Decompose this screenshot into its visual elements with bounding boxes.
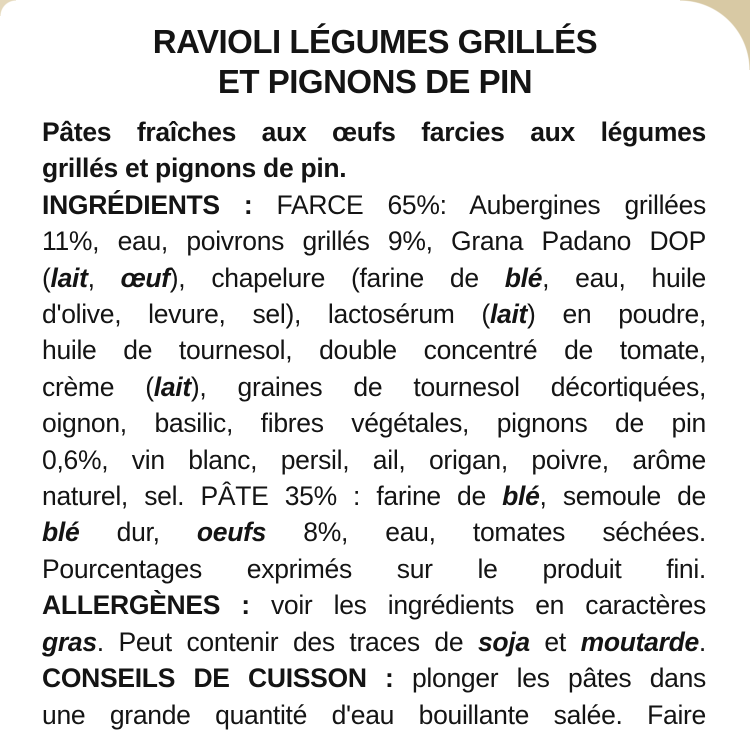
label-body [42,114,706,733]
allergen-oeufs: oeufs [196,517,267,548]
ingredients-line-4: d'olive, levure, sel), lactosérum (lait) en poudre, [42,299,707,330]
ingredients-line-5: huile de tournesol, double concentré de tomate, [42,335,706,366]
allergen-soja: soja [477,626,530,657]
ingredients-heading: INGRÉDIENTS : [42,189,253,220]
allergen-oeuf: œuf [120,262,170,293]
ingredients-section [42,187,706,587]
product-title [0,22,750,102]
allergen-ble: blé [42,517,80,548]
ingredients-line-2: 11%, eau, poivrons grillés 9%, Grana Padano DOP [42,226,706,257]
allergen-ble: blé [504,262,543,293]
allergens-heading: ALLERGÈNES : [42,590,250,621]
emphasis-gras: gras [42,626,97,657]
allergens-line-2: gras. Peut contenir des traces de soja et moutarde. [42,626,706,657]
allergen-ble: blé [502,481,540,512]
description-line-2: grillés et pignons de pin. [42,153,347,184]
ingredients-line-8: 0,6%, vin blanc, persil, ail, origan, poivre, arôme [42,444,706,475]
ingredients-line-1: INGRÉDIENTS : FARCE 65%: Aubergines grillées [42,189,706,220]
allergen-lait: lait [50,262,88,293]
cooking-section [42,660,706,733]
title-line-2: ET PIGNONS DE PIN [217,63,533,100]
allergen-moutarde: moutarde [580,626,699,657]
ingredients-line-7: oignon, basilic, fibres végétales, pignons de pin [42,408,706,439]
cooking-line-1: CONSEILS DE CUISSON : plonger les pâtes dans [42,663,706,694]
allergens-line-1: ALLERGÈNES : voir les ingrédients en caractères [42,590,706,621]
product-description [42,114,706,187]
background-corner-left [0,0,16,16]
title-line-1: RAVIOLI LÉGUMES GRILLÉS [152,23,598,60]
allergen-lait: lait [489,299,528,330]
ingredients-line-6: crème (lait), graines de tournesol décortiquées, [42,371,707,402]
ingredients-line-3: (lait, œuf), chapelure (farine de blé, eau, huile [42,262,706,293]
description-line-1: Pâtes fraîches aux œufs farcies aux légumes [42,117,706,147]
allergen-lait: lait [153,371,191,402]
allergens-section [42,587,706,660]
cooking-heading: CONSEILS DE CUISSON : [42,663,394,694]
ingredients-line-9: naturel, sel. PÂTE 35% : farine de blé, semoule de [42,481,706,512]
cooking-line-2: une grande quantité d'eau bouillante salée. Faire [42,699,706,730]
ingredients-line-11: Pourcentages exprimés sur le produit fini. [42,553,706,584]
ingredients-line-10: blé dur, oeufs 8%, eau, tomates séchées. [42,517,706,548]
